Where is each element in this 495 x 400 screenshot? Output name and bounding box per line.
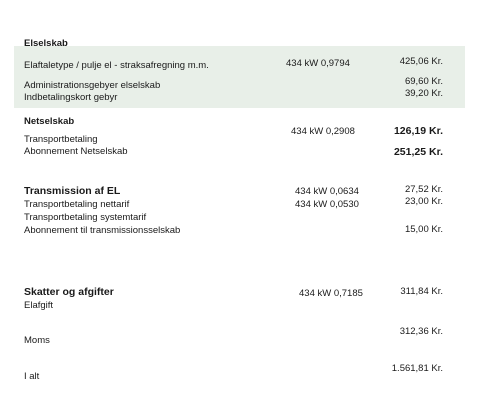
transmission-row-qty: 434 kW 0,0530 (295, 199, 359, 210)
moms-amount: 312,36 Kr. (399, 326, 443, 337)
elselskab-row-qty: 434 kW 0,9794 (286, 58, 350, 69)
elselskab-row-amount: 39,20 Kr. (404, 88, 443, 99)
netselskab-row-amount: 251,25 Kr. (393, 146, 443, 158)
transmission-row-label: Transportbetaling nettarif (24, 199, 130, 210)
total-label: I alt (24, 371, 40, 382)
netselskab-row-label: Transportbetaling (24, 134, 98, 145)
netselskab-row-amount: 126,19 Kr. (393, 125, 443, 137)
skatter-row-amount: 311,84 Kr. (400, 286, 443, 297)
netselskab-qty: 434 kW 0,2908 (291, 126, 355, 137)
elselskab-row-label: Administrationsgebyer elselskab (24, 80, 161, 91)
total-amount: 1.561,81 Kr. (391, 363, 443, 374)
elselskab-row-amount: 425,06 Kr. (399, 56, 443, 67)
section-title-netselskab: Netselskab (24, 116, 75, 127)
section-title-skatter: Skatter og afgifter (24, 286, 114, 298)
transmission-row-label: Abonnement til transmissionsselskab (24, 225, 181, 236)
netselskab-row-label: Abonnement Netselskab (24, 146, 128, 157)
moms-label: Moms (24, 335, 50, 346)
section-title-transmission: Transmission af EL (24, 185, 121, 197)
transmission-row-amount: 27,52 Kr. (404, 184, 443, 195)
elselskab-row-amount: 69,60 Kr. (404, 76, 443, 87)
transmission-row-qty: 434 kW 0,0634 (295, 186, 359, 197)
section-title-elselskab: Elselskab (24, 38, 68, 49)
transmission-row-amount: 23,00 Kr. (404, 196, 443, 207)
elselskab-row-label: Indbetalingskort gebyr (24, 92, 118, 103)
skatter-row-label: Elafgift (24, 300, 54, 311)
elselskab-row-label: Elaftaletype / pulje el - straksafregning m.m. (24, 60, 209, 71)
transmission-row-label: Transportbetaling systemtarif (24, 212, 147, 223)
transmission-row-amount: 15,00 Kr. (404, 224, 443, 235)
skatter-row-qty: 434 kW 0,7185 (299, 288, 363, 299)
